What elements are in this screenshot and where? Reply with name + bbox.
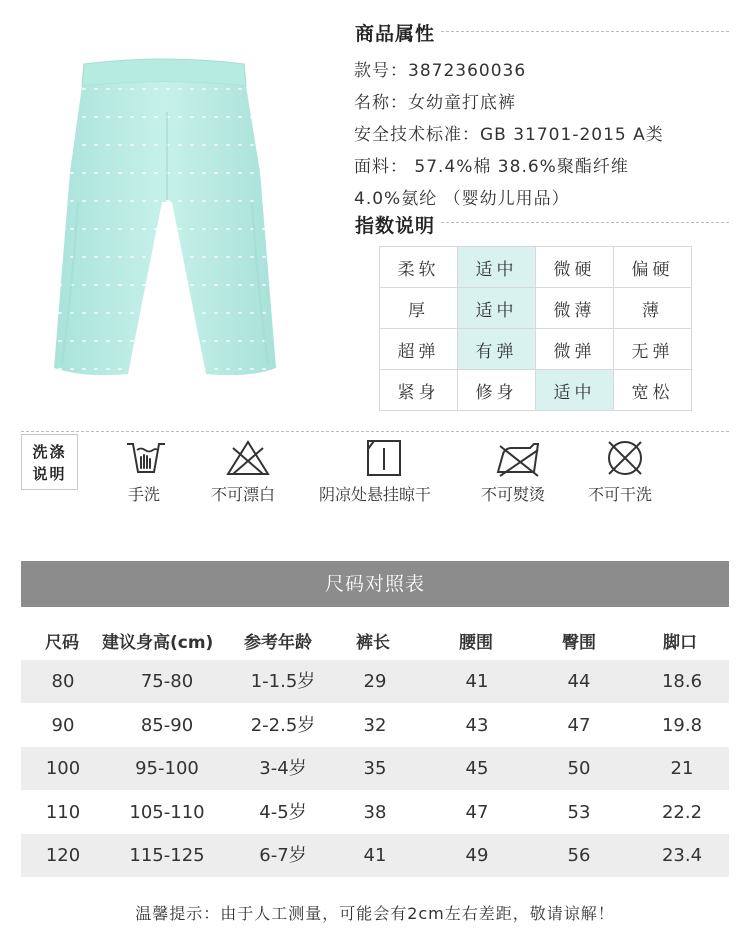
size-cell: 43: [465, 715, 489, 736]
index-cell: 微薄: [536, 288, 614, 329]
index-row-softness: [380, 247, 692, 288]
size-cell: 47: [567, 715, 591, 736]
size-chart-banner: 尺码对照表: [21, 561, 729, 607]
size-col-header: 参考年龄: [244, 633, 312, 653]
size-cell: 120: [45, 845, 81, 866]
no-dry-clean-icon: [604, 438, 646, 478]
index-cell-selected: 适中: [458, 247, 536, 288]
wash-label-line-dry: 阴凉处悬挂晾干: [319, 485, 432, 504]
size-col-header: 脚口: [663, 633, 697, 653]
divider: [21, 431, 729, 432]
size-cell: 75-80: [140, 671, 194, 692]
size-cell: 50: [567, 758, 591, 779]
size-cell: 22.2: [661, 802, 703, 823]
attr-safety-standard: 安全技术标准：GB 31701-2015 A类: [354, 125, 664, 145]
index-cell: 宽松: [614, 370, 692, 411]
index-cell: 柔软: [380, 247, 458, 288]
index-cell-selected: 适中: [458, 288, 536, 329]
wash-label-no-iron: 不可熨烫: [481, 485, 546, 504]
index-grid: [379, 246, 692, 411]
wash-label-handwash: 手洗: [128, 485, 161, 504]
size-cell: 41: [363, 845, 387, 866]
size-cell: 110: [45, 802, 81, 823]
attr-name: 名称：女幼童打底裤: [354, 93, 516, 113]
size-cell: 6-7岁: [259, 845, 307, 866]
attr-fabric: 面料： 57.4%棉 38.6%聚酯纤维: [354, 157, 629, 177]
index-cell: 厚: [380, 288, 458, 329]
index-row-thickness: [380, 288, 692, 329]
size-row: [21, 660, 729, 703]
size-cell: 105-110: [129, 802, 205, 823]
size-row: [21, 704, 729, 747]
index-cell: 微硬: [536, 247, 614, 288]
product-image-leggings: [44, 52, 288, 388]
size-cell: 47: [465, 802, 489, 823]
index-cell: 偏硬: [614, 247, 692, 288]
size-col-header: 建议身高(cm): [102, 633, 214, 653]
size-cell: 45: [465, 758, 489, 779]
size-cell: 80: [51, 671, 75, 692]
index-cell-selected: 有弹: [458, 329, 536, 370]
size-col-header: 尺码: [45, 633, 79, 653]
index-cell: 薄: [614, 288, 692, 329]
divider: [441, 31, 729, 32]
size-cell: 115-125: [129, 845, 205, 866]
size-cell: 18.6: [661, 671, 703, 692]
size-col-header: 腰围: [459, 633, 493, 653]
index-cell: 微弹: [536, 329, 614, 370]
size-cell: 1-1.5岁: [250, 671, 316, 692]
size-cell: 95-100: [135, 758, 199, 779]
size-cell: 100: [45, 758, 81, 779]
size-cell: 38: [363, 802, 387, 823]
divider: [441, 222, 729, 223]
attr-fabric-cont: 4.0%氨纶 （婴幼儿用品）: [354, 189, 570, 209]
size-cell: 23.4: [661, 845, 703, 866]
index-row-elasticity: [380, 329, 692, 370]
index-cell: 修身: [458, 370, 536, 411]
size-row: [21, 791, 729, 834]
size-row: [21, 747, 729, 790]
size-col-header: 臀围: [562, 633, 596, 653]
size-cell: 29: [363, 671, 387, 692]
measurement-tip: 温馨提示：由于人工测量，可能会有2cm左右差距，敬请谅解！: [135, 904, 615, 923]
size-cell: 44: [567, 671, 591, 692]
index-cell: 紧身: [380, 370, 458, 411]
size-cell: 35: [363, 758, 387, 779]
wash-label: [21, 434, 78, 490]
wash-label-no-bleach: 不可漂白: [211, 485, 276, 504]
size-cell: 56: [567, 845, 591, 866]
size-cell: 19.8: [661, 715, 703, 736]
size-cell: 90: [51, 715, 75, 736]
index-row-fit: [380, 370, 692, 411]
attributes-title: 商品属性: [355, 23, 436, 45]
index-title: 指数说明: [355, 215, 436, 237]
size-cell: 21: [670, 758, 694, 779]
size-row: [21, 834, 729, 877]
wash-label-line2: 说明: [32, 465, 67, 483]
size-cell: 3-4岁: [259, 758, 307, 779]
size-cell: 32: [363, 715, 387, 736]
size-cell: 49: [465, 845, 489, 866]
wash-label-line1: 洗涤: [32, 443, 67, 461]
size-cell: 4-5岁: [259, 802, 307, 823]
index-cell: 无弹: [614, 329, 692, 370]
no-bleach-icon: [225, 438, 271, 478]
size-cell: 53: [567, 802, 591, 823]
index-cell: 超弹: [380, 329, 458, 370]
index-cell-selected: 适中: [536, 370, 614, 411]
hand-wash-icon: [125, 438, 167, 478]
size-cell: 85-90: [140, 715, 194, 736]
wash-label-no-dry-clean: 不可干洗: [588, 485, 653, 504]
size-cell: 41: [465, 671, 489, 692]
size-cell: 2-2.5岁: [250, 715, 316, 736]
line-dry-shade-icon: [366, 438, 402, 478]
attr-style-no: 款号：3872360036: [354, 61, 527, 81]
no-iron-icon: [494, 438, 542, 478]
size-col-header: 裤长: [356, 633, 390, 653]
